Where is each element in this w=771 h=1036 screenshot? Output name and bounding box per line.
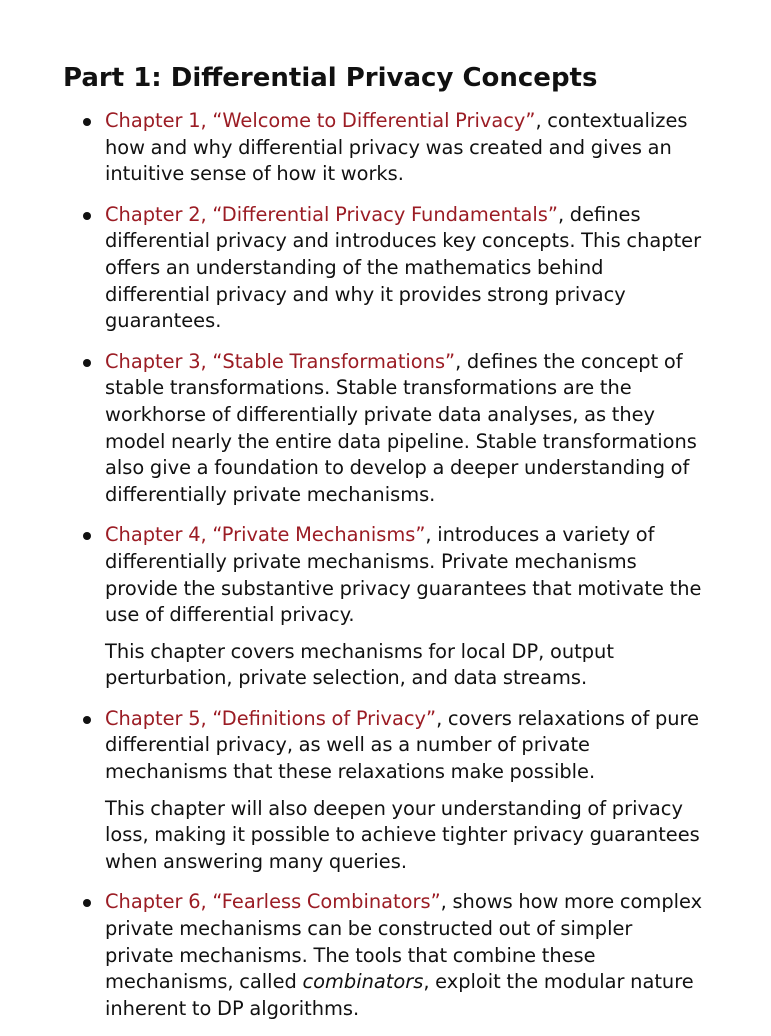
bullet-icon xyxy=(83,716,91,724)
chapter-5-link[interactable]: Chapter 5, “Definitions of Privacy” xyxy=(105,706,437,730)
chapter-3-link[interactable]: Chapter 3, “Stable Transformations” xyxy=(105,349,456,373)
chapter-1-description xyxy=(105,108,703,188)
bullet-icon xyxy=(83,212,91,220)
chapter-4-text: , introduces a variety of differentially private mechanisms. Private mechanisms provide the substantive privacy guarantees that motivate the use of differential privacy. xyxy=(105,523,702,627)
chapter-4-extra: This chapter covers mechanisms for local DP, output perturbation, private selection, and data streams. xyxy=(105,639,614,690)
bullet-icon xyxy=(83,899,91,907)
chapter-2-text: , defines differential privacy and introduces key concepts. This chapter offers an understanding of the mathematics behind differential privacy and why it provides strong privacy guarantees. xyxy=(105,202,702,333)
chapter-6-text-after: , exploit the modular nature inherent to DP algorithms. xyxy=(105,970,694,1020)
chapter-6-text-before: , shows how more complex private mechanisms can be constructed out of simpler private mechanisms. The tools that combine these mechanisms, called xyxy=(105,890,703,994)
chapter-list xyxy=(63,108,703,1022)
chapter-4-link[interactable]: Chapter 4, “Private Mechanisms” xyxy=(105,523,426,547)
chapter-5-extra: This chapter will also deepen your understanding of privacy loss, making it possible to achieve tighter privacy guarantees when answering many queries. xyxy=(105,796,700,873)
bullet-icon xyxy=(83,359,91,367)
chapter-5-description xyxy=(105,706,703,786)
chapter-4-description xyxy=(105,522,703,628)
bullet-icon xyxy=(83,118,91,126)
chapter-6-link[interactable]: Chapter 6, “Fearless Combinators” xyxy=(105,890,441,914)
list-item-chapter-5 xyxy=(63,706,703,876)
chapter-2-description xyxy=(105,202,703,335)
list-item-chapter-2 xyxy=(63,202,703,335)
chapter-5-text: , covers relaxations of pure differential privacy, as well as a number of private mechanisms that these relaxations make possible. xyxy=(105,706,700,784)
chapter-1-text: , contextualizes how and why differential privacy was created and gives an intuitive sense of how it works. xyxy=(105,109,688,186)
section-heading: Part 1: Differential Privacy Concepts xyxy=(63,63,598,93)
chapter-3-text: , defines the concept of stable transformations. Stable transformations are the workhorse of differentially private data analyses, as they model nearly the entire data pipeline. Stable transformations also give a foundation to develop a deeper understanding of differentially private mechanisms. xyxy=(105,349,697,506)
list-item-chapter-4 xyxy=(63,522,703,692)
chapter-1-link[interactable]: Chapter 1, “Welcome to Differential Privacy” xyxy=(105,109,536,132)
list-item-chapter-3 xyxy=(63,349,703,509)
list-item-chapter-1 xyxy=(63,108,703,188)
chapter-2-link[interactable]: Chapter 2, “Differential Privacy Fundamentals” xyxy=(105,202,558,226)
bullet-icon xyxy=(83,532,91,540)
document-page xyxy=(63,62,703,1036)
combinators-term: combinators xyxy=(302,970,424,994)
chapter-3-description xyxy=(105,349,703,509)
list-item-chapter-6 xyxy=(63,889,703,1022)
chapter-6-description xyxy=(105,889,703,1022)
